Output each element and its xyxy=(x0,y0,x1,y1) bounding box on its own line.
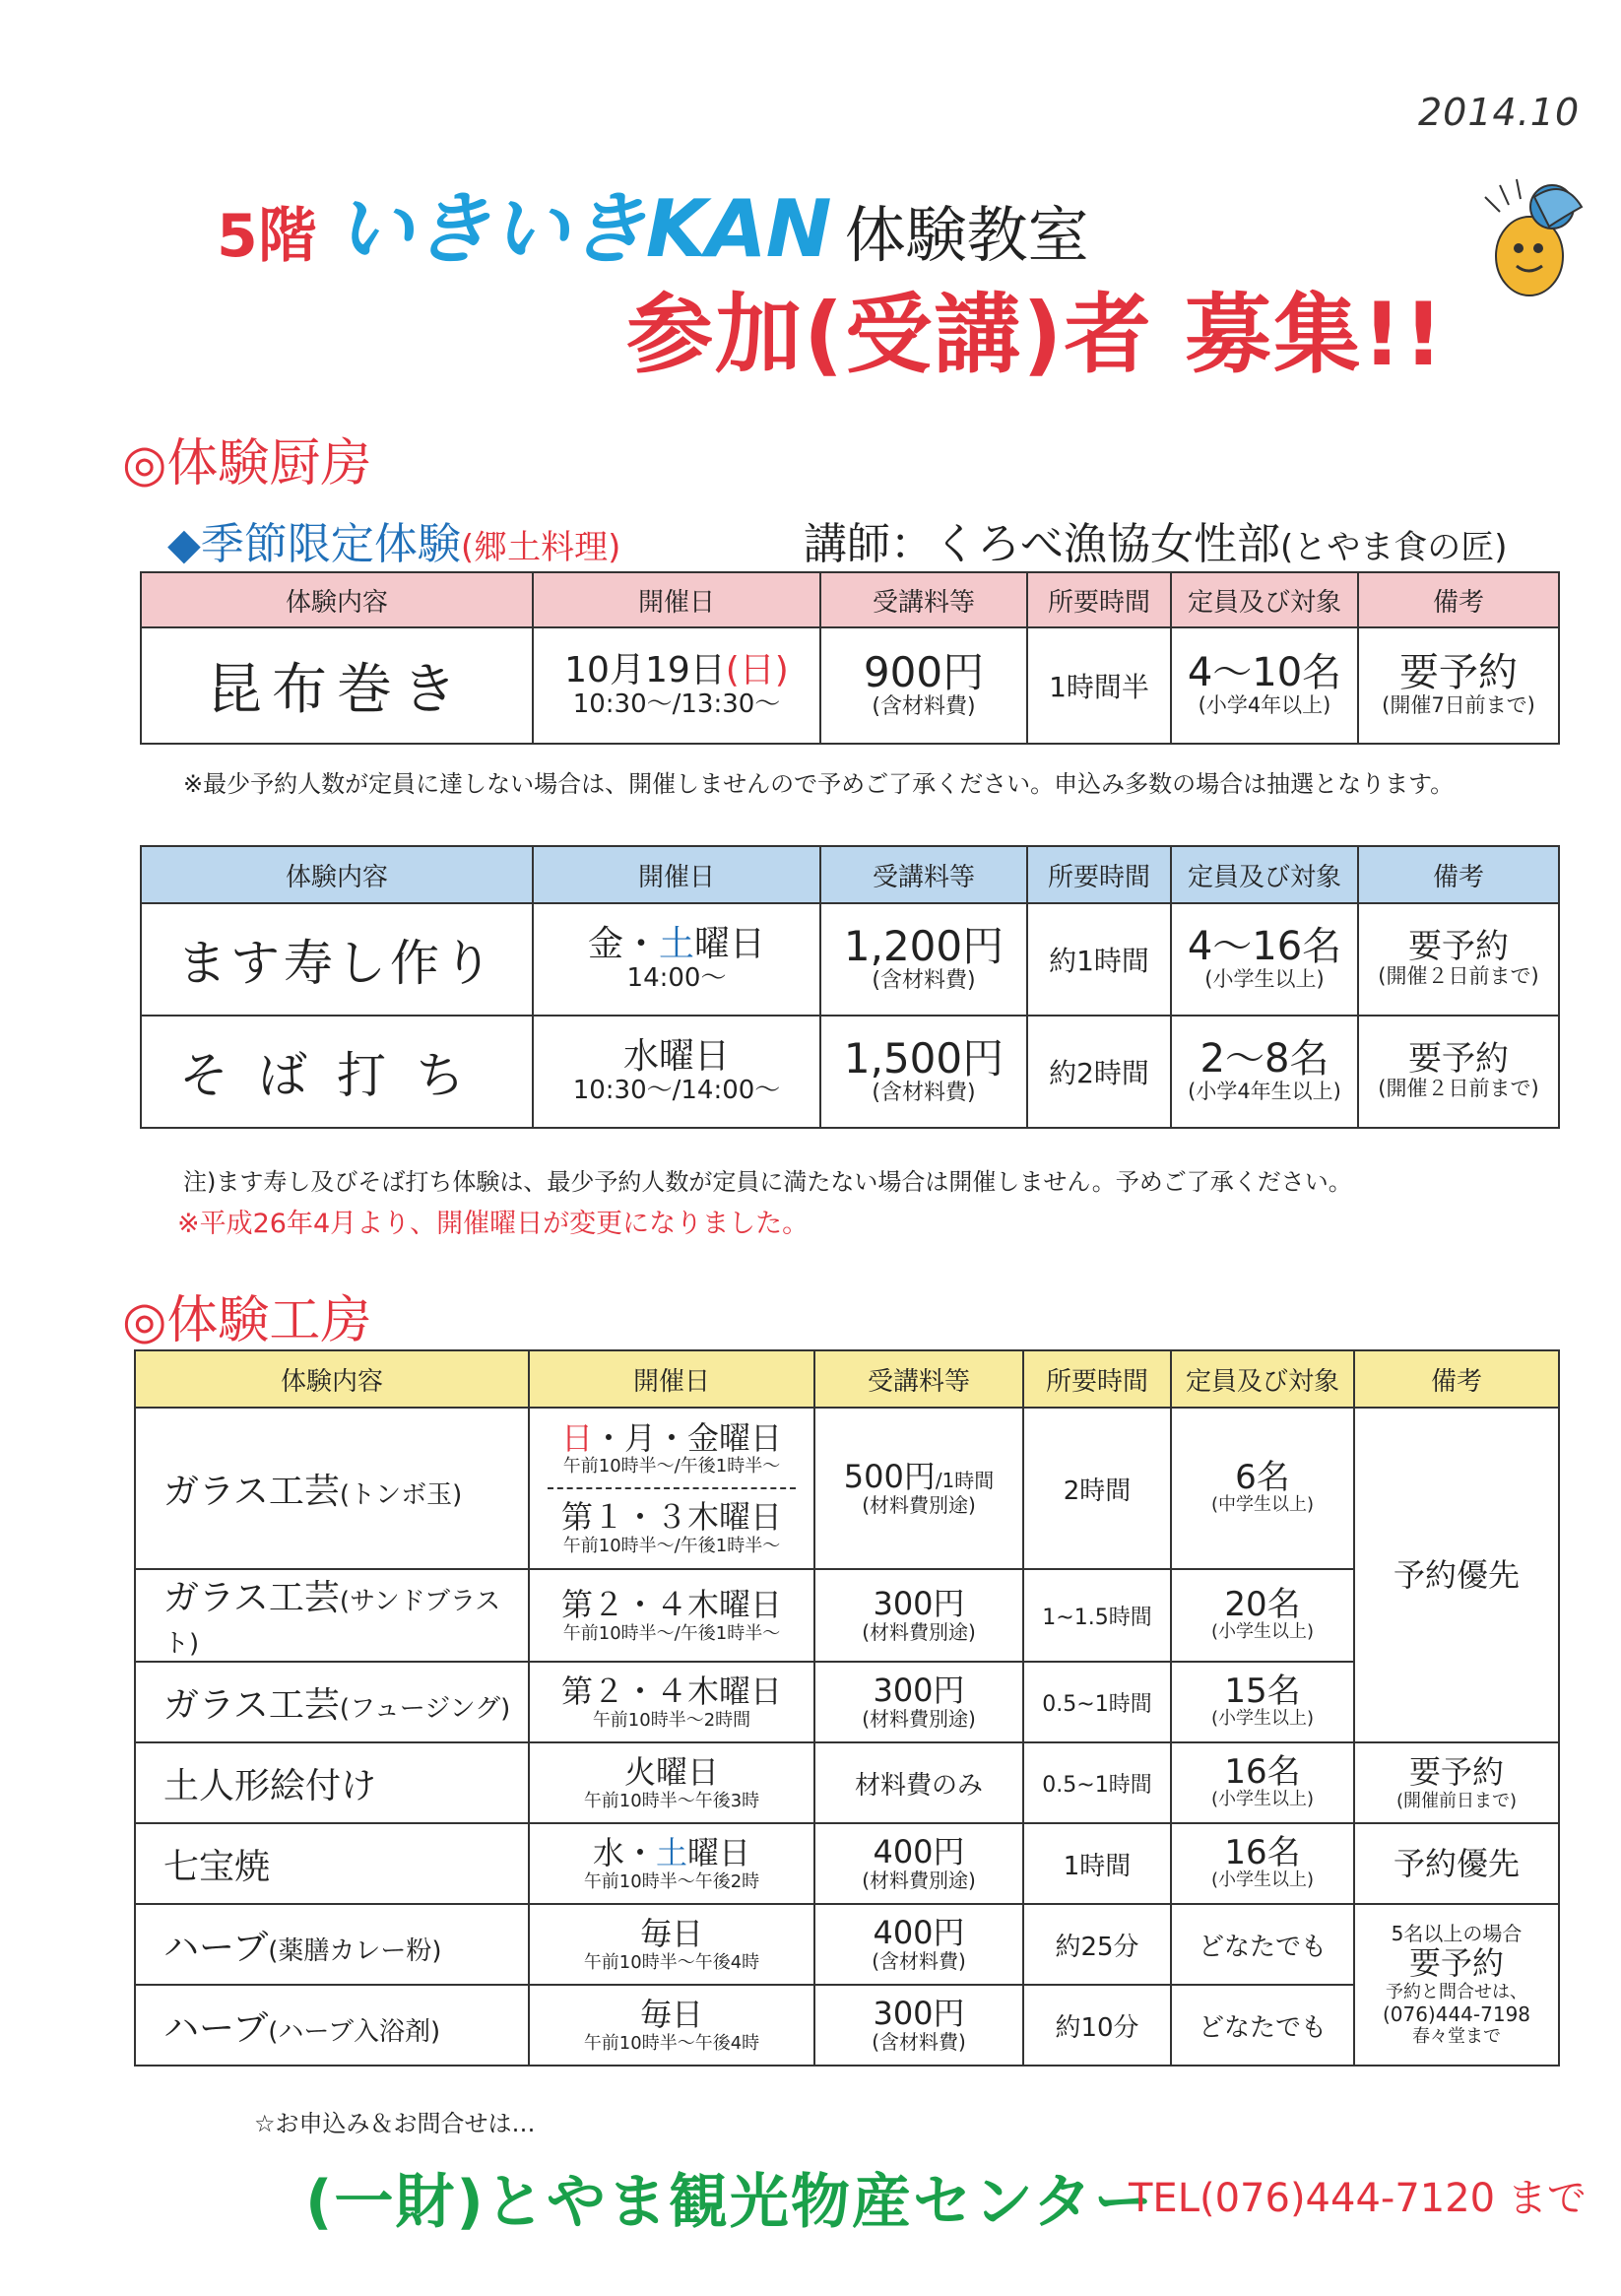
fee-price: 300円 xyxy=(873,1671,965,1709)
fee-price: 900円 xyxy=(863,647,985,696)
course-date xyxy=(529,1985,814,2066)
fee-price: 1,500円 xyxy=(843,1033,1005,1082)
course-name xyxy=(135,1662,529,1742)
course-name-main: ガラス工芸 xyxy=(163,1684,340,1726)
fee-price: 300円 xyxy=(873,1584,965,1622)
header-duration: 所要時間 xyxy=(1027,572,1171,627)
remark-note: (開催7日前まで) xyxy=(1382,693,1535,718)
fee-note: (含材料費) xyxy=(872,1949,966,1974)
course-capacity xyxy=(1171,1569,1354,1662)
header-remark: 備考 xyxy=(1354,1350,1559,1408)
header-fee: 受講料等 xyxy=(820,846,1027,903)
course-duration: 1時間 xyxy=(1023,1823,1171,1904)
inquiry-label: ☆お申込み＆お問合せは… xyxy=(254,2110,536,2137)
date-main: 第２・４木曜日 xyxy=(560,1672,782,1710)
remark-note: (開催前日まで) xyxy=(1395,1790,1518,1811)
capacity-note: (中学生以上) xyxy=(1210,1494,1315,1516)
lecturer xyxy=(804,508,1508,571)
course-capacity xyxy=(1171,1662,1354,1742)
course-duration: 約1時間 xyxy=(1027,903,1171,1016)
table-row xyxy=(135,1823,1559,1904)
organization-name: (一財)とやま観光物産センター xyxy=(305,2168,1155,2237)
course-duration: 約10分 xyxy=(1023,1985,1171,2066)
glass-remark: 予約優先 xyxy=(1354,1408,1559,1742)
capacity-value: 16名 xyxy=(1224,1752,1301,1793)
course-fee xyxy=(814,1569,1023,1662)
time-b: 午前10時半～/午後1時半～ xyxy=(562,1535,781,1556)
date-a: ・月・金曜日 xyxy=(593,1418,783,1457)
herb-remark-shop: 春々堂まで xyxy=(1412,2026,1501,2048)
date-time: 10:30～/13:30～ xyxy=(572,689,781,720)
seasonal-heading-paren: (郷土料理) xyxy=(460,528,621,567)
course-capacity xyxy=(1171,1408,1354,1569)
course-name-sub: (ハーブ入浴剤) xyxy=(268,2016,441,2047)
date-time: 14:00～ xyxy=(626,963,727,994)
lecturer-main: 講師：くろべ漁協女性部 xyxy=(804,519,1280,569)
course-name: 昆布巻き xyxy=(141,627,533,744)
fee-price: 300円 xyxy=(873,1994,965,2032)
course-fee xyxy=(814,1904,1023,1985)
date-main: 火曜日 xyxy=(623,1752,719,1791)
course-fee xyxy=(814,1985,1023,2066)
course-name xyxy=(135,1985,529,2066)
course-name: 土人形絵付け xyxy=(135,1742,529,1823)
course-duration: 1~1.5時間 xyxy=(1023,1569,1171,1662)
date-time: 午前10時半～午後3時 xyxy=(583,1790,760,1811)
date-day: (日) xyxy=(725,649,789,690)
remark-value: 要予約 xyxy=(1399,650,1518,696)
herb-remark-main: 要予約 xyxy=(1408,1944,1504,1982)
seasonal-heading-main: ◆季節限定体験 xyxy=(167,519,461,569)
fee-note: (材料費別途) xyxy=(862,1869,976,1893)
table-row xyxy=(135,1742,1559,1823)
header-duration: 所要時間 xyxy=(1023,1350,1171,1408)
table-row xyxy=(135,1985,1559,2066)
course-duration: 0.5~1時間 xyxy=(1023,1662,1171,1742)
seasonal-note: ※最少予約人数が定員に達しない場合は、開催しませんので予めご了承ください。申込み多数の場合は抽選となります。 xyxy=(183,770,1455,798)
header-date: 開催日 xyxy=(533,846,820,903)
course-remark: 予約優先 xyxy=(1354,1823,1559,1904)
fee-price: 500円 xyxy=(843,1457,936,1495)
course-capacity xyxy=(1171,1016,1358,1128)
course-remark xyxy=(1358,903,1559,1016)
capacity-value: 15名 xyxy=(1224,1672,1301,1712)
table-row xyxy=(135,1408,1559,1569)
course-date xyxy=(529,1662,814,1742)
date-time: 午前10時半～/午後1時半～ xyxy=(562,1622,781,1644)
header-capacity: 定員及び対象 xyxy=(1171,846,1358,903)
date-b: 土 xyxy=(655,1833,687,1871)
header-capacity: 定員及び対象 xyxy=(1171,1350,1354,1408)
course-capacity xyxy=(1171,903,1358,1016)
course-name: ます寿し作り xyxy=(141,903,533,1016)
date-a-red: 日 xyxy=(560,1418,593,1457)
header-fee: 受講料等 xyxy=(814,1350,1023,1408)
capacity-value: 6名 xyxy=(1235,1458,1290,1498)
day-b: 土 xyxy=(658,923,694,964)
day-a: 金・ xyxy=(587,923,659,964)
table-row xyxy=(135,1904,1559,1985)
course-capacity: どなたでも xyxy=(1171,1985,1354,2066)
capacity-note: (小学生以上) xyxy=(1210,1708,1315,1730)
course-name-sub: (フュージング) xyxy=(339,1693,511,1724)
course-date xyxy=(529,1823,814,1904)
fee-note: (含材料費) xyxy=(872,1080,976,1105)
date-c: 曜日 xyxy=(687,1833,751,1871)
course-duration: 1時間半 xyxy=(1027,627,1171,744)
table-row xyxy=(135,1662,1559,1742)
title-brand: いきいきKAN xyxy=(334,183,831,275)
date-time: 午前10時半～午後4時 xyxy=(583,2032,760,2054)
date-time: 午前10時半～午後4時 xyxy=(583,1951,760,1973)
course-fee xyxy=(814,1662,1023,1742)
course-name-main: ガラス工芸 xyxy=(163,1578,340,1618)
course-name-sub: (トンボ玉) xyxy=(339,1479,463,1510)
course-date xyxy=(529,1408,814,1569)
course-name: そば打ち xyxy=(141,1016,533,1128)
course-date xyxy=(529,1569,814,1662)
course-name-main: ハーブ xyxy=(163,2007,269,2049)
fee-price: 400円 xyxy=(873,1832,965,1870)
date-time: 10:30～/14:00～ xyxy=(572,1076,781,1106)
title-line-1 xyxy=(217,165,1089,275)
day-c: 曜日 xyxy=(694,923,766,964)
header-date: 開催日 xyxy=(533,572,820,627)
organization-tel: TEL(076)444-7120 まで xyxy=(1129,2176,1587,2221)
remark-note: (開催２日前まで) xyxy=(1378,964,1539,989)
fee-note: (含材料費) xyxy=(872,967,976,993)
course-name xyxy=(135,1408,529,1569)
date-main: 毎日 xyxy=(639,1995,703,2033)
course-duration: 2時間 xyxy=(1023,1408,1171,1569)
date-main: 10月19日 xyxy=(564,649,726,690)
title-recruit: 参加(受講)者 募集!! xyxy=(626,284,1446,385)
header-remark: 備考 xyxy=(1358,572,1559,627)
course-date xyxy=(533,1016,820,1128)
table-row xyxy=(141,627,1559,744)
capacity-value: 4～16名 xyxy=(1187,924,1342,970)
course-capacity xyxy=(1171,1823,1354,1904)
fee-note: (含材料費) xyxy=(872,693,976,719)
herb-remark-top: 5名以上の場合 xyxy=(1391,1922,1523,1945)
seasonal-heading xyxy=(167,508,620,571)
fee-note: (含材料費) xyxy=(872,2030,966,2055)
mascot-illustration xyxy=(1465,167,1593,305)
remark-value: 要予約 xyxy=(1408,1038,1509,1079)
header-content: 体験内容 xyxy=(141,846,533,903)
course-fee xyxy=(814,1823,1023,1904)
capacity-note: (小学生以上) xyxy=(1210,1870,1315,1891)
course-fee xyxy=(820,903,1027,1016)
course-duration: 0.5~1時間 xyxy=(1023,1742,1171,1823)
time-a: 午前10時半～/午後1時半～ xyxy=(562,1456,781,1477)
course-name xyxy=(135,1569,529,1662)
date-main: 第２・４木曜日 xyxy=(560,1585,782,1623)
date-main: 毎日 xyxy=(639,1914,703,1952)
header-capacity: 定員及び対象 xyxy=(1171,572,1358,627)
course-name-main: ガラス工芸 xyxy=(163,1471,340,1512)
fee-note: (材料費別途) xyxy=(862,1707,976,1732)
capacity-note: (小学生以上) xyxy=(1210,1789,1315,1810)
header-date: 開催日 xyxy=(529,1350,814,1408)
course-date xyxy=(533,903,820,1016)
course-date xyxy=(533,627,820,744)
course-capacity xyxy=(1171,627,1358,744)
table-row xyxy=(141,903,1559,1016)
course-remark xyxy=(1358,1016,1559,1128)
course-fee xyxy=(820,1016,1027,1128)
seasonal-table xyxy=(140,571,1560,745)
course-name: 七宝焼 xyxy=(135,1823,529,1904)
herb-remark xyxy=(1354,1904,1559,2066)
kitchen-schedule-change-note: ※平成26年4月より、開催曜日が変更になりました。 xyxy=(177,1209,810,1239)
fee-note: (材料費別途) xyxy=(862,1620,976,1645)
course-remark xyxy=(1358,627,1559,744)
capacity-value: 20名 xyxy=(1224,1585,1301,1625)
course-name-sub: (薬膳カレー粉) xyxy=(268,1935,442,1966)
header-duration: 所要時間 xyxy=(1027,846,1171,903)
title-class: 体験教室 xyxy=(844,199,1089,271)
lecturer-paren: (とやま食の匠) xyxy=(1280,528,1508,567)
course-name xyxy=(135,1904,529,1985)
capacity-value: 4～10名 xyxy=(1187,650,1342,696)
header-remark: 備考 xyxy=(1358,846,1559,903)
capacity-value: 16名 xyxy=(1224,1833,1301,1873)
fee-price: 400円 xyxy=(873,1913,965,1951)
course-remark xyxy=(1354,1742,1559,1823)
remark-value: 要予約 xyxy=(1408,926,1509,966)
capacity-note: (小学生以上) xyxy=(1204,967,1325,992)
herb-remark-note: 予約と問合せは、 xyxy=(1386,1981,1527,2002)
course-fee xyxy=(820,627,1027,744)
remark-note: (開催２日前まで) xyxy=(1378,1077,1539,1101)
remark-value: 要予約 xyxy=(1408,1752,1504,1791)
fee-price: 1,200円 xyxy=(843,921,1005,970)
fee-price-sub: /1時間 xyxy=(935,1468,995,1492)
date-a: 水・ xyxy=(592,1833,656,1871)
workshop-table xyxy=(134,1349,1560,2066)
course-date xyxy=(529,1742,814,1823)
capacity-value: 2～8名 xyxy=(1200,1036,1329,1082)
course-capacity xyxy=(1171,1742,1354,1823)
herb-remark-tel: (076)444-7198 xyxy=(1382,2002,1531,2027)
header-content: 体験内容 xyxy=(135,1350,529,1408)
course-name-main: ハーブ xyxy=(163,1927,269,1968)
date-b: 第１・３木曜日 xyxy=(560,1498,782,1536)
date-time: 午前10時半～2時間 xyxy=(592,1709,751,1731)
header-fee: 受講料等 xyxy=(820,572,1027,627)
course-name-sub: (サンドブラスト) xyxy=(163,1587,501,1659)
fee-note: (材料費別途) xyxy=(862,1493,976,1518)
capacity-note: (小学4年以上) xyxy=(1198,693,1331,718)
capacity-note: (小学生以上) xyxy=(1210,1621,1315,1643)
capacity-note: (小学4年生以上) xyxy=(1188,1080,1341,1104)
table-row xyxy=(141,1016,1559,1128)
issue-date: 2014.10 xyxy=(1418,91,1581,134)
date-time: 午前10時半～午後2時 xyxy=(583,1870,760,1892)
day-a: 水曜日 xyxy=(622,1035,730,1077)
course-date xyxy=(529,1904,814,1985)
course-fee xyxy=(814,1408,1023,1569)
table-row xyxy=(135,1569,1559,1662)
course-duration: 約25分 xyxy=(1023,1904,1171,1985)
course-fee: 材料費のみ xyxy=(814,1742,1023,1823)
header-content: 体験内容 xyxy=(141,572,533,627)
course-duration: 約2時間 xyxy=(1027,1016,1171,1128)
kitchen-note: 注)ます寿し及びそば打ち体験は、最少予約人数が定員に満たない場合は開催しません。予めご了承ください。 xyxy=(183,1168,1352,1196)
kitchen-heading: ◎体験厨房 xyxy=(122,434,372,493)
workshop-heading: ◎体験工房 xyxy=(122,1291,372,1350)
kitchen-table xyxy=(140,845,1560,1129)
course-capacity: どなたでも xyxy=(1171,1904,1354,1985)
title-floor: 5階 xyxy=(217,202,317,271)
date-divider xyxy=(548,1487,796,1489)
